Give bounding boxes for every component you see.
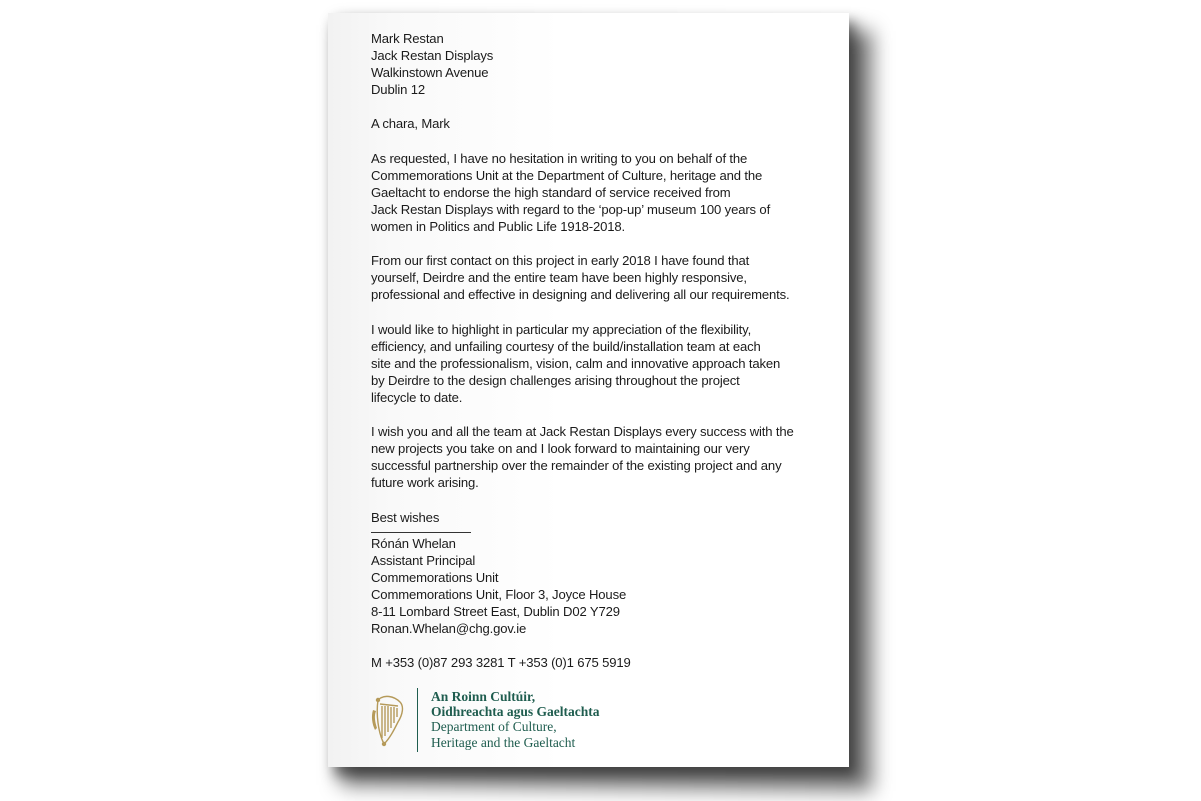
paragraph-line: As requested, I have no hesitation in writing to you on behalf of the xyxy=(371,150,748,166)
paragraph-line: Gaeltacht to endorse the high standard of service received from xyxy=(371,184,731,200)
phone-numbers: M +353 (0)87 293 3281 T +353 (0)1 675 5919 xyxy=(371,655,631,671)
logo-text xyxy=(431,689,600,750)
signatory-name: Rónán Whelan xyxy=(371,535,456,551)
paragraph-line: successful partnership over the remainder of the existing project and any xyxy=(371,458,782,474)
paragraph-line: Commemorations Unit at the Department of Culture, heritage and the xyxy=(371,167,763,183)
logo-divider xyxy=(417,688,418,752)
logo-irish-line-2: Oidhreachta agus Gaeltachta xyxy=(431,704,600,720)
signature-line xyxy=(371,532,471,533)
recipient-city: Dublin 12 xyxy=(371,82,425,98)
recipient-street: Walkinstown Avenue xyxy=(371,65,489,81)
address-line-2: 8-11 Lombard Street East, Dublin D02 Y729 xyxy=(371,604,620,620)
logo-english-line-1: Department of Culture, xyxy=(431,719,557,735)
paragraph-line: From our first contact on this project in early 2018 I have found that xyxy=(371,253,750,269)
logo-english-line-2: Heritage and the Gaeltacht xyxy=(431,734,576,750)
paragraph-line: efficiency, and unfailing courtesy of the build/installation team at each xyxy=(371,338,761,354)
department-logo xyxy=(370,686,670,754)
paragraph-line: yourself, Deirdre and the entire team have been highly responsive, xyxy=(371,270,747,286)
letter-body xyxy=(371,30,831,671)
paragraph-line: women in Politics and Public Life 1918-2018. xyxy=(371,219,625,235)
signatory-title: Assistant Principal xyxy=(371,552,476,568)
logo-irish-line-1: An Roinn Cultúir, xyxy=(431,689,536,704)
paragraph-line: new projects you take on and I look forward to maintaining our very xyxy=(371,441,750,457)
harp-icon xyxy=(370,692,408,748)
recipient-company: Jack Restan Displays xyxy=(371,48,494,64)
email-address: Ronan.Whelan@chg.gov.ie xyxy=(371,621,527,637)
paragraph-line: Jack Restan Displays with regard to the ‘pop-up’ museum 100 years of xyxy=(371,201,771,217)
address-line-1: Commemorations Unit, Floor 3, Joyce House xyxy=(371,587,627,602)
signatory-unit: Commemorations Unit xyxy=(371,569,499,585)
paragraph-line: site and the professionalism, vision, calm and innovative approach taken xyxy=(371,355,781,371)
paragraph-line: I would like to highlight in particular my appreciation of the flexibility, xyxy=(371,321,752,337)
closing: Best wishes xyxy=(371,509,440,525)
recipient-name: Mark Restan xyxy=(371,31,444,46)
paragraph-line: lifecycle to date. xyxy=(371,389,463,405)
salutation: A chara, Mark xyxy=(371,116,450,132)
letter-sheet xyxy=(328,13,849,767)
paragraph-line: by Deirdre to the design challenges arising throughout the project xyxy=(371,372,740,388)
paragraph-line: future work arising. xyxy=(371,475,479,491)
paragraph-line: professional and effective in designing and delivering all our requirements. xyxy=(371,287,790,303)
paragraph-line: I wish you and all the team at Jack Restan Displays every success with the xyxy=(371,424,794,440)
